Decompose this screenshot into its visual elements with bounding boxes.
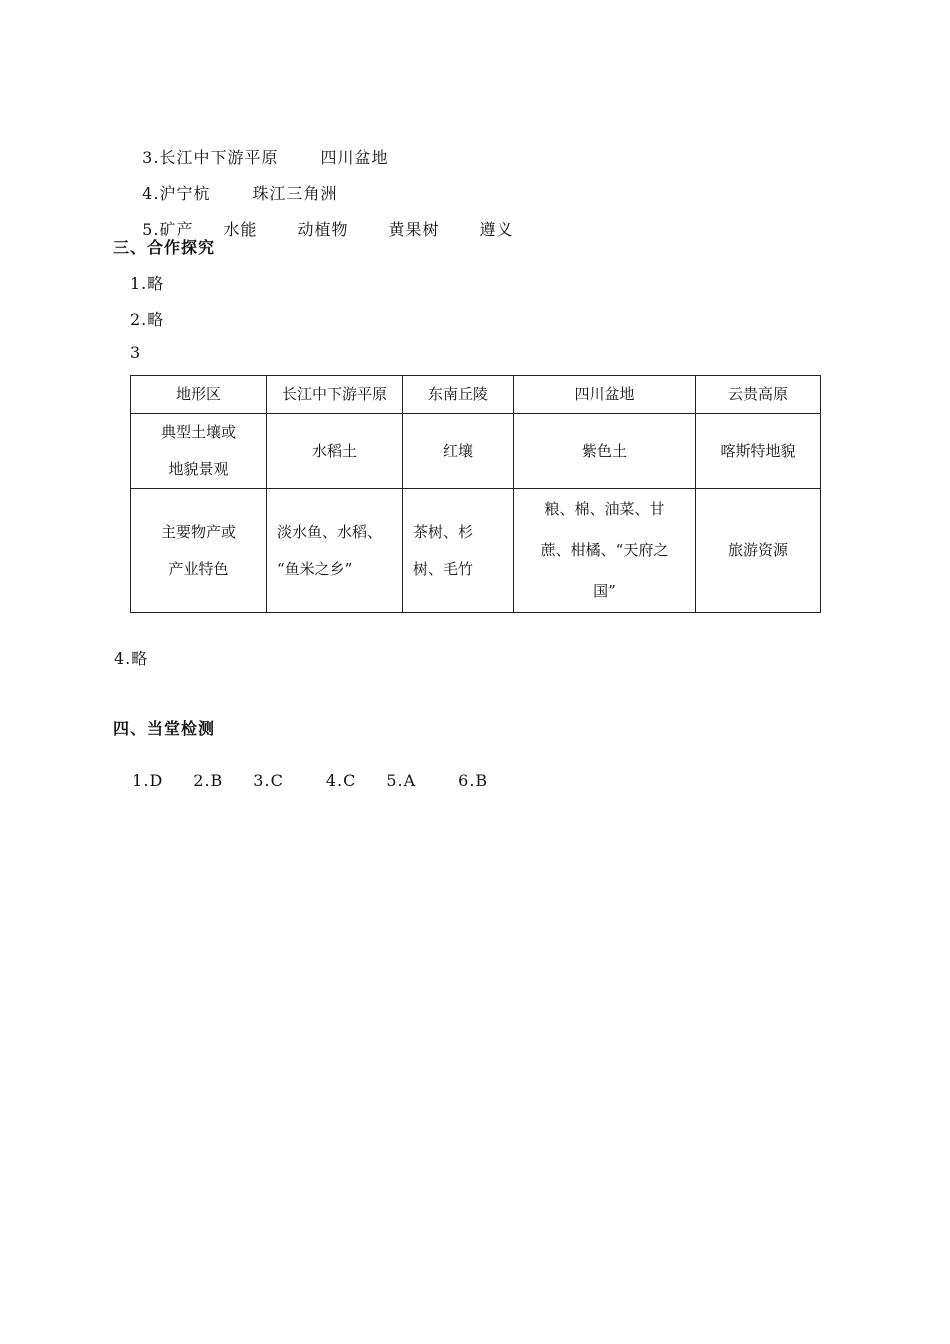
table-cell [514,489,696,613]
answer-line-5 [130,198,514,240]
cell-line: 国” [593,582,616,600]
answer-word: 矿产 [159,220,194,239]
answer-word: 四川盆地 [320,148,389,167]
cell-line: 粮、棉、油菜、甘 [544,500,665,518]
table-cell: 喀斯特地貌 [696,414,821,489]
answer-word: 黄果树 [388,220,440,239]
row-label-line: 地貌景观 [168,460,229,478]
inquiry-item-1: 1.略 [130,274,165,293]
inquiry-item-3: 3 [130,343,142,362]
table-header-cell: 四川盆地 [514,376,696,414]
table-cell: 水稻土 [267,414,403,489]
table-header-row [131,376,821,414]
table-cell: 紫色土 [514,414,696,489]
inquiry-item-4: 4.略 [114,649,149,668]
row-label-line: 典型土壤或 [160,423,236,441]
table-header-cell: 长江中下游平原 [267,376,403,414]
answer-word: 遵义 [479,220,514,239]
table-cell: 旅游资源 [696,489,821,613]
test-answer: 5.A [386,771,417,790]
table-header-cell: 地形区 [131,376,267,414]
cell-line: “鱼米之乡” [277,559,353,578]
inquiry-item-2: 2.略 [130,310,165,329]
row-label [131,489,267,613]
answer-word: 水能 [223,220,258,239]
test-answer: 3.C [253,771,284,790]
answer-word: 长江中下游平原 [159,148,279,167]
test-answer: 2.B [193,771,224,790]
landform-table [130,375,821,613]
cell-line: 淡水鱼、水稻、 [277,522,383,541]
table-row-products [131,489,821,613]
table-cell: 红壤 [403,414,514,489]
answer-word: 沪宁杭 [159,184,211,203]
test-answer: 6.B [458,771,489,790]
test-answer: 1.D [132,771,164,790]
item-number: 3. [142,148,160,167]
table-header-cell: 东南丘陵 [403,376,514,414]
item-number: 4. [142,184,160,203]
cell-line: 树、毛竹 [413,559,474,578]
row-label-line: 产业特色 [168,559,229,578]
table-row-soil [131,414,821,489]
section-heading-class-test: 四、当堂检测 [113,719,216,738]
row-label [131,414,267,489]
answer-word: 动植物 [297,220,349,239]
row-label-line: 主要物产或 [160,522,236,541]
table-header-cell: 云贵高原 [696,376,821,414]
table-cell [267,489,403,613]
cell-line: 茶树、杉 [413,522,474,541]
answer-word: 珠江三角洲 [252,184,338,203]
section-heading-cooperative-inquiry: 三、合作探究 [113,238,216,257]
table-cell [403,489,514,613]
item-number: 5. [142,220,160,239]
cell-line: 蔗、柑橘、“天府之 [540,541,669,559]
test-answer: 4.C [325,771,357,790]
test-answers-line [120,752,488,790]
